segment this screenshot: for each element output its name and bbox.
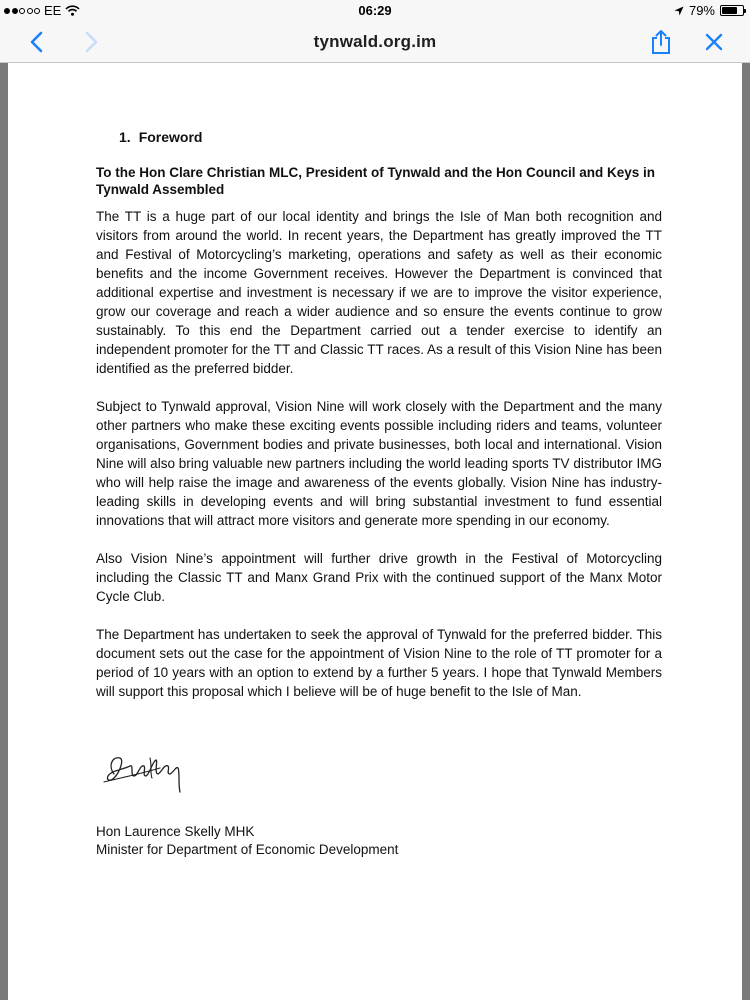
- viewer-frame-left: [0, 63, 8, 1000]
- close-button[interactable]: [698, 26, 730, 58]
- battery-level: [722, 7, 737, 14]
- battery-icon: [720, 5, 744, 16]
- paragraph: Subject to Tynwald approval, Vision Nine will work closely with the Department and the many other partners who make these exciting events possible including riders and teams, volunteer organisations, Government bodies and private businesses, both local and international. Vision Nine will also bring valuable new partners including the world leading sports TV distributor IMG who will help raise the image and awareness of the events globally. Vision Nine has industry-leading skills in developing events and will bring substantial investment to fund essential innovations that will attract more visitors and generate more spending in our economy.: [96, 399, 662, 528]
- paragraph: The TT is a huge part of our local identity and brings the Isle of Man both recognition and visitors from around the world. In recent years, the Department has greatly improved the TT and Festival of Motorcycling’s marketing, operations and safety as well as their economic benefits and the income Government receives. However the Department is convinced that additional expertise and investment is necessary if we are to improve the visitor experience, grow our coverage and reach a wider audience and so ensure the events continue to grow sustainably. To this end the Department carried out a tender exercise to identify an independent promoter for the TT and Classic TT races. As a result of this Vision Nine has been identified as the preferred bidder.: [96, 209, 662, 376]
- section-title: Foreword: [138, 129, 203, 145]
- document-content: [96, 129, 662, 859]
- address-line: To the Hon Clare Christian MLC, President of Tynwald and the Hon Council and Keys in Tynwald Assembled: [96, 165, 656, 197]
- document-page[interactable]: [8, 63, 742, 1000]
- location-arrow-icon: [674, 6, 684, 16]
- signer-role: Minister for Department of Economic Development: [96, 842, 399, 857]
- signer-name: Hon Laurence Skelly MHK: [96, 824, 255, 839]
- close-icon: [705, 33, 723, 51]
- browser-nav-bar: [0, 22, 750, 63]
- status-right: [674, 3, 744, 18]
- paragraph: Also Vision Nine’s appointment will further drive growth in the Festival of Motorcycling including the Classic TT and Manx Grand Prix with the continued support of the Manx Motor Cycle Club.: [96, 551, 662, 604]
- section-heading: [119, 129, 662, 145]
- share-icon: [650, 29, 672, 55]
- battery-percent: 79%: [688, 3, 715, 18]
- section-number: 1.: [119, 129, 131, 145]
- signature-image: [100, 744, 200, 796]
- url-label[interactable]: tynwald.org.im: [313, 32, 437, 51]
- signer-block: [96, 823, 662, 859]
- viewer-frame-right: [742, 63, 750, 1000]
- status-time: 06:29: [358, 3, 392, 18]
- carrier-name: EE: [44, 3, 62, 18]
- paragraph: The Department has undertaken to seek the approval of Tynwald for the preferred bidder. This document sets out the case for the appointment of Vision Nine to the role of TT promoter for a period of 10 years with an option to extend by a further 5 years. I hope that Tynwald Members will support this proposal which I believe will be of huge benefit to the Isle of Man.: [96, 627, 662, 699]
- status-bar: [0, 0, 750, 22]
- share-button[interactable]: [645, 26, 677, 58]
